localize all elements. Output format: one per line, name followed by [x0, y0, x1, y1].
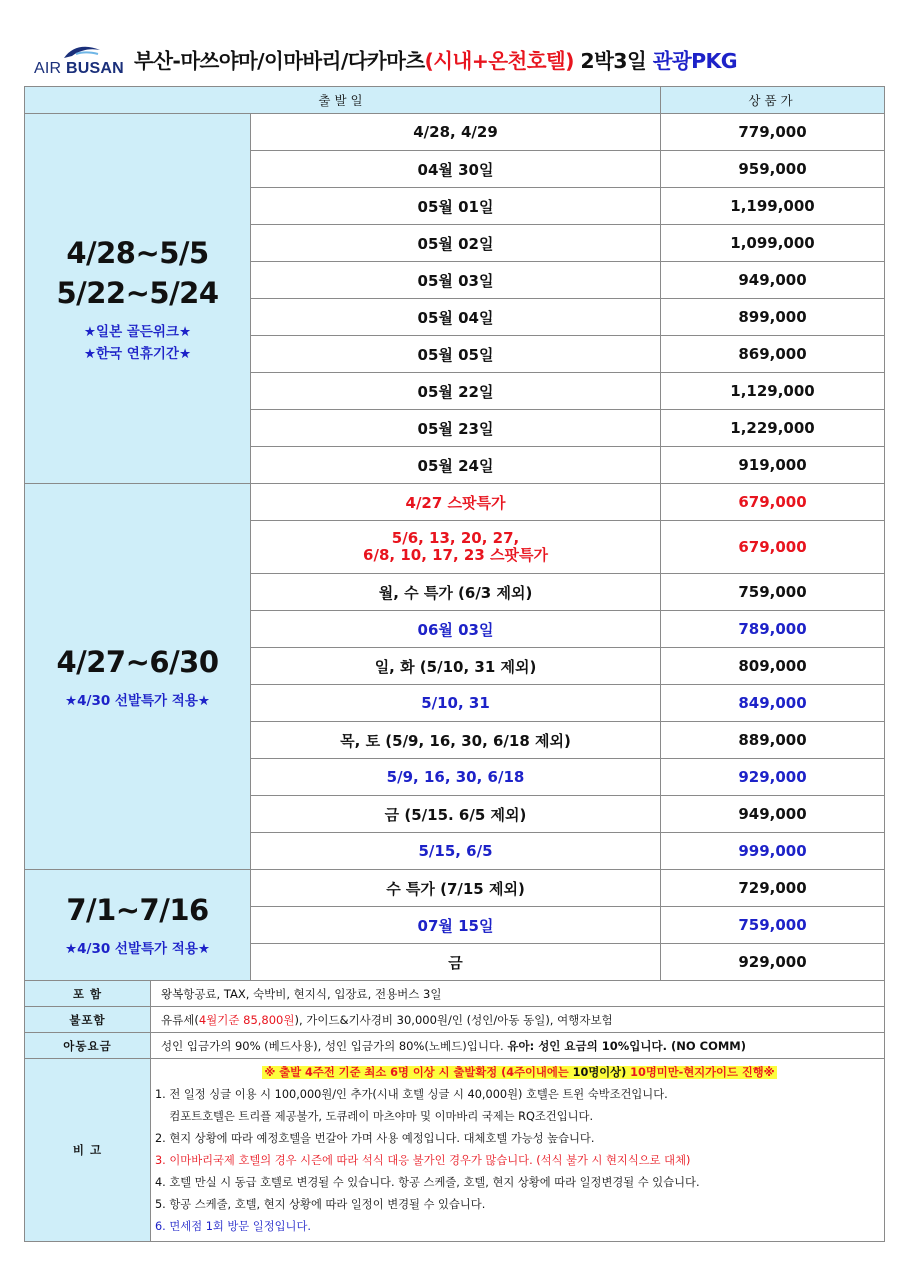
departure-date: 금 (5/15. 6/5 제외) [251, 796, 661, 833]
page-header [24, 38, 884, 84]
period-note: ★한국 연휴기간★ [83, 345, 192, 362]
remark-item: 4. 호텔 만실 시 동급 호텔로 변경될 수 있습니다. 항공 스케줄, 호텔, 현지 상황에 따라 일정변경될 수 있습니다. [155, 1176, 700, 1189]
remark-item: 3. 이마바리국제 호텔의 경우 시즌에 따라 석식 대응 불가인 경우가 많습니다. (석식 불가 시 현지식으로 대체) [155, 1154, 691, 1167]
period-note: ★4/30 선발특가 적용★ [65, 941, 210, 957]
departure-date: 06월 03일 [251, 611, 661, 648]
period-cell [25, 114, 251, 484]
period-range: 4/27~6/30 [56, 644, 219, 679]
child-fee-row [25, 1033, 885, 1059]
period-range: 7/1~7/16 [66, 893, 209, 927]
period-note: ★4/30 선발특가 적용★ [65, 692, 210, 709]
departure-date: 05월 02일 [251, 225, 661, 262]
product-price: 849,000 [661, 685, 885, 722]
period-note: ★일본 골든위크★ [83, 323, 192, 340]
departure-date: 05월 04일 [251, 299, 661, 336]
product-price: 929,000 [661, 944, 885, 981]
highlight-part-b: 10명이상) [572, 1066, 627, 1079]
remark-item: 컴포트호텔은 트리플 제공불가, 도큐레이 마츠야마 및 이마바리 국제는 RQ조건입니다. [155, 1110, 594, 1123]
include-label: 포 함 [25, 981, 151, 1007]
remarks-label: 비 고 [25, 1059, 151, 1242]
product-price: 679,000 [661, 521, 885, 574]
col-header-date: 출발일 [25, 87, 661, 114]
product-price: 999,000 [661, 833, 885, 870]
departure-date: 5/10, 31 [251, 685, 661, 722]
period-cell [25, 484, 251, 870]
table-row [25, 484, 885, 521]
table-row [25, 114, 885, 151]
air-busan-logo [34, 42, 144, 82]
info-table [24, 980, 885, 1242]
product-price: 889,000 [661, 722, 885, 759]
product-price: 779,000 [661, 114, 885, 151]
departure-date-line: 6/8, 10, 17, 23 스팟특가 [363, 546, 548, 564]
departure-date: 07월 15일 [251, 907, 661, 944]
logo-busan-text: BUSAN [65, 60, 124, 77]
infant-fee-text: 유아: 성인 요금의 10%입니다. (NO COMM) [507, 1038, 746, 1053]
remark-item: 5. 항공 스케줄, 호텔, 현지 상황에 따라 일정이 변경될 수 있습니다. [155, 1198, 486, 1211]
exclude-label: 불포함 [25, 1007, 151, 1033]
child-fee-text: 성인 입금가의 90% (베드사용), 성인 입금가의 80%(노베드)입니다. [161, 1038, 508, 1053]
departure-date: 05월 24일 [251, 447, 661, 484]
departure-date: 수 특가 (7/15 제외) [251, 870, 661, 907]
product-price: 1,129,000 [661, 373, 885, 410]
title-main: 부산-마쓰야마/이마바리/다카마츠 [134, 49, 425, 73]
product-price: 759,000 [661, 907, 885, 944]
departure-date: 일, 화 (5/10, 31 제외) [251, 648, 661, 685]
departure-date: 월, 수 특가 (6/3 제외) [251, 574, 661, 611]
child-fee-label: 아동요금 [25, 1033, 151, 1059]
highlight-part-c: 10명미만-현지가이드 진행※ [626, 1066, 775, 1079]
product-price: 929,000 [661, 759, 885, 796]
product-price: 919,000 [661, 447, 885, 484]
departure-date: 05월 01일 [251, 188, 661, 225]
product-price: 1,229,000 [661, 410, 885, 447]
logo-air-text: AIR [34, 60, 62, 77]
departure-date: 금 [251, 944, 661, 981]
departure-date: 5/9, 16, 30, 6/18 [251, 759, 661, 796]
departure-date: 05월 03일 [251, 262, 661, 299]
period-range: 4/28~5/5 [66, 235, 209, 270]
title-nights: 2박3일 [573, 49, 653, 73]
product-price: 679,000 [661, 484, 885, 521]
exclude-value [151, 1007, 885, 1033]
product-price: 729,000 [661, 870, 885, 907]
remark-item: 6. 면세점 1회 방문 일정입니다. [155, 1220, 311, 1233]
departure-date [251, 521, 661, 574]
title-package: 관광PKG [652, 49, 738, 73]
exclude-post: ), 가이드&기사경비 30,000원/인 (성인/아동 동일), 여행자보험 [294, 1012, 613, 1027]
remark-highlight [155, 1062, 884, 1084]
departure-date: 05월 22일 [251, 373, 661, 410]
price-table [24, 86, 885, 981]
exclude-fuel-amount: 4월기준 85,800원 [198, 1012, 295, 1027]
product-price: 899,000 [661, 299, 885, 336]
product-price: 759,000 [661, 574, 885, 611]
departure-date-line: 5/6, 13, 20, 27, [391, 529, 520, 547]
remark-item: 1. 전 일정 싱글 이용 시 100,000원/인 추가(시내 호텔 싱글 시 40,000원) 호텔은 트윈 숙박조건입니다. [155, 1088, 668, 1101]
departure-date: 5/15, 6/5 [251, 833, 661, 870]
exclude-pre: 유류세( [161, 1012, 199, 1027]
departure-condition-notice [262, 1066, 776, 1079]
period-range: 5/22~5/24 [56, 275, 219, 310]
departure-date: 목, 토 (5/9, 16, 30, 6/18 제외) [251, 722, 661, 759]
include-row [25, 981, 885, 1007]
product-price: 869,000 [661, 336, 885, 373]
title-hotel-type: (시내+온천호텔) [424, 49, 574, 73]
remarks-list [151, 1059, 885, 1242]
departure-date: 4/28, 4/29 [251, 114, 661, 151]
page-title [134, 44, 737, 74]
departure-date: 05월 05일 [251, 336, 661, 373]
departure-date: 04월 30일 [251, 151, 661, 188]
remarks-row [25, 1059, 885, 1242]
product-price: 959,000 [661, 151, 885, 188]
departure-date: 4/27 스팟특가 [251, 484, 661, 521]
remark-item: 2. 현지 상황에 따라 예정호텔을 번갈아 가며 사용 예정입니다. 대체호텔 가능성 높습니다. [155, 1132, 595, 1145]
departure-date: 05월 23일 [251, 410, 661, 447]
period-cell [25, 870, 251, 981]
include-value: 왕복항공료, TAX, 숙박비, 현지식, 입장료, 전용버스 3일 [151, 981, 885, 1007]
bird-logo-icon [62, 42, 102, 62]
product-price: 789,000 [661, 611, 885, 648]
table-header-row [25, 87, 885, 114]
exclude-row [25, 1007, 885, 1033]
table-row [25, 870, 885, 907]
product-price: 1,099,000 [661, 225, 885, 262]
highlight-part-a: ※ 출발 4주전 기준 최소 6명 이상 시 출발확정 (4주이내에는 [264, 1066, 573, 1079]
product-price: 949,000 [661, 262, 885, 299]
product-price: 949,000 [661, 796, 885, 833]
child-fee-value [151, 1033, 885, 1059]
col-header-price: 상품가 [661, 87, 885, 114]
product-price: 809,000 [661, 648, 885, 685]
product-price: 1,199,000 [661, 188, 885, 225]
